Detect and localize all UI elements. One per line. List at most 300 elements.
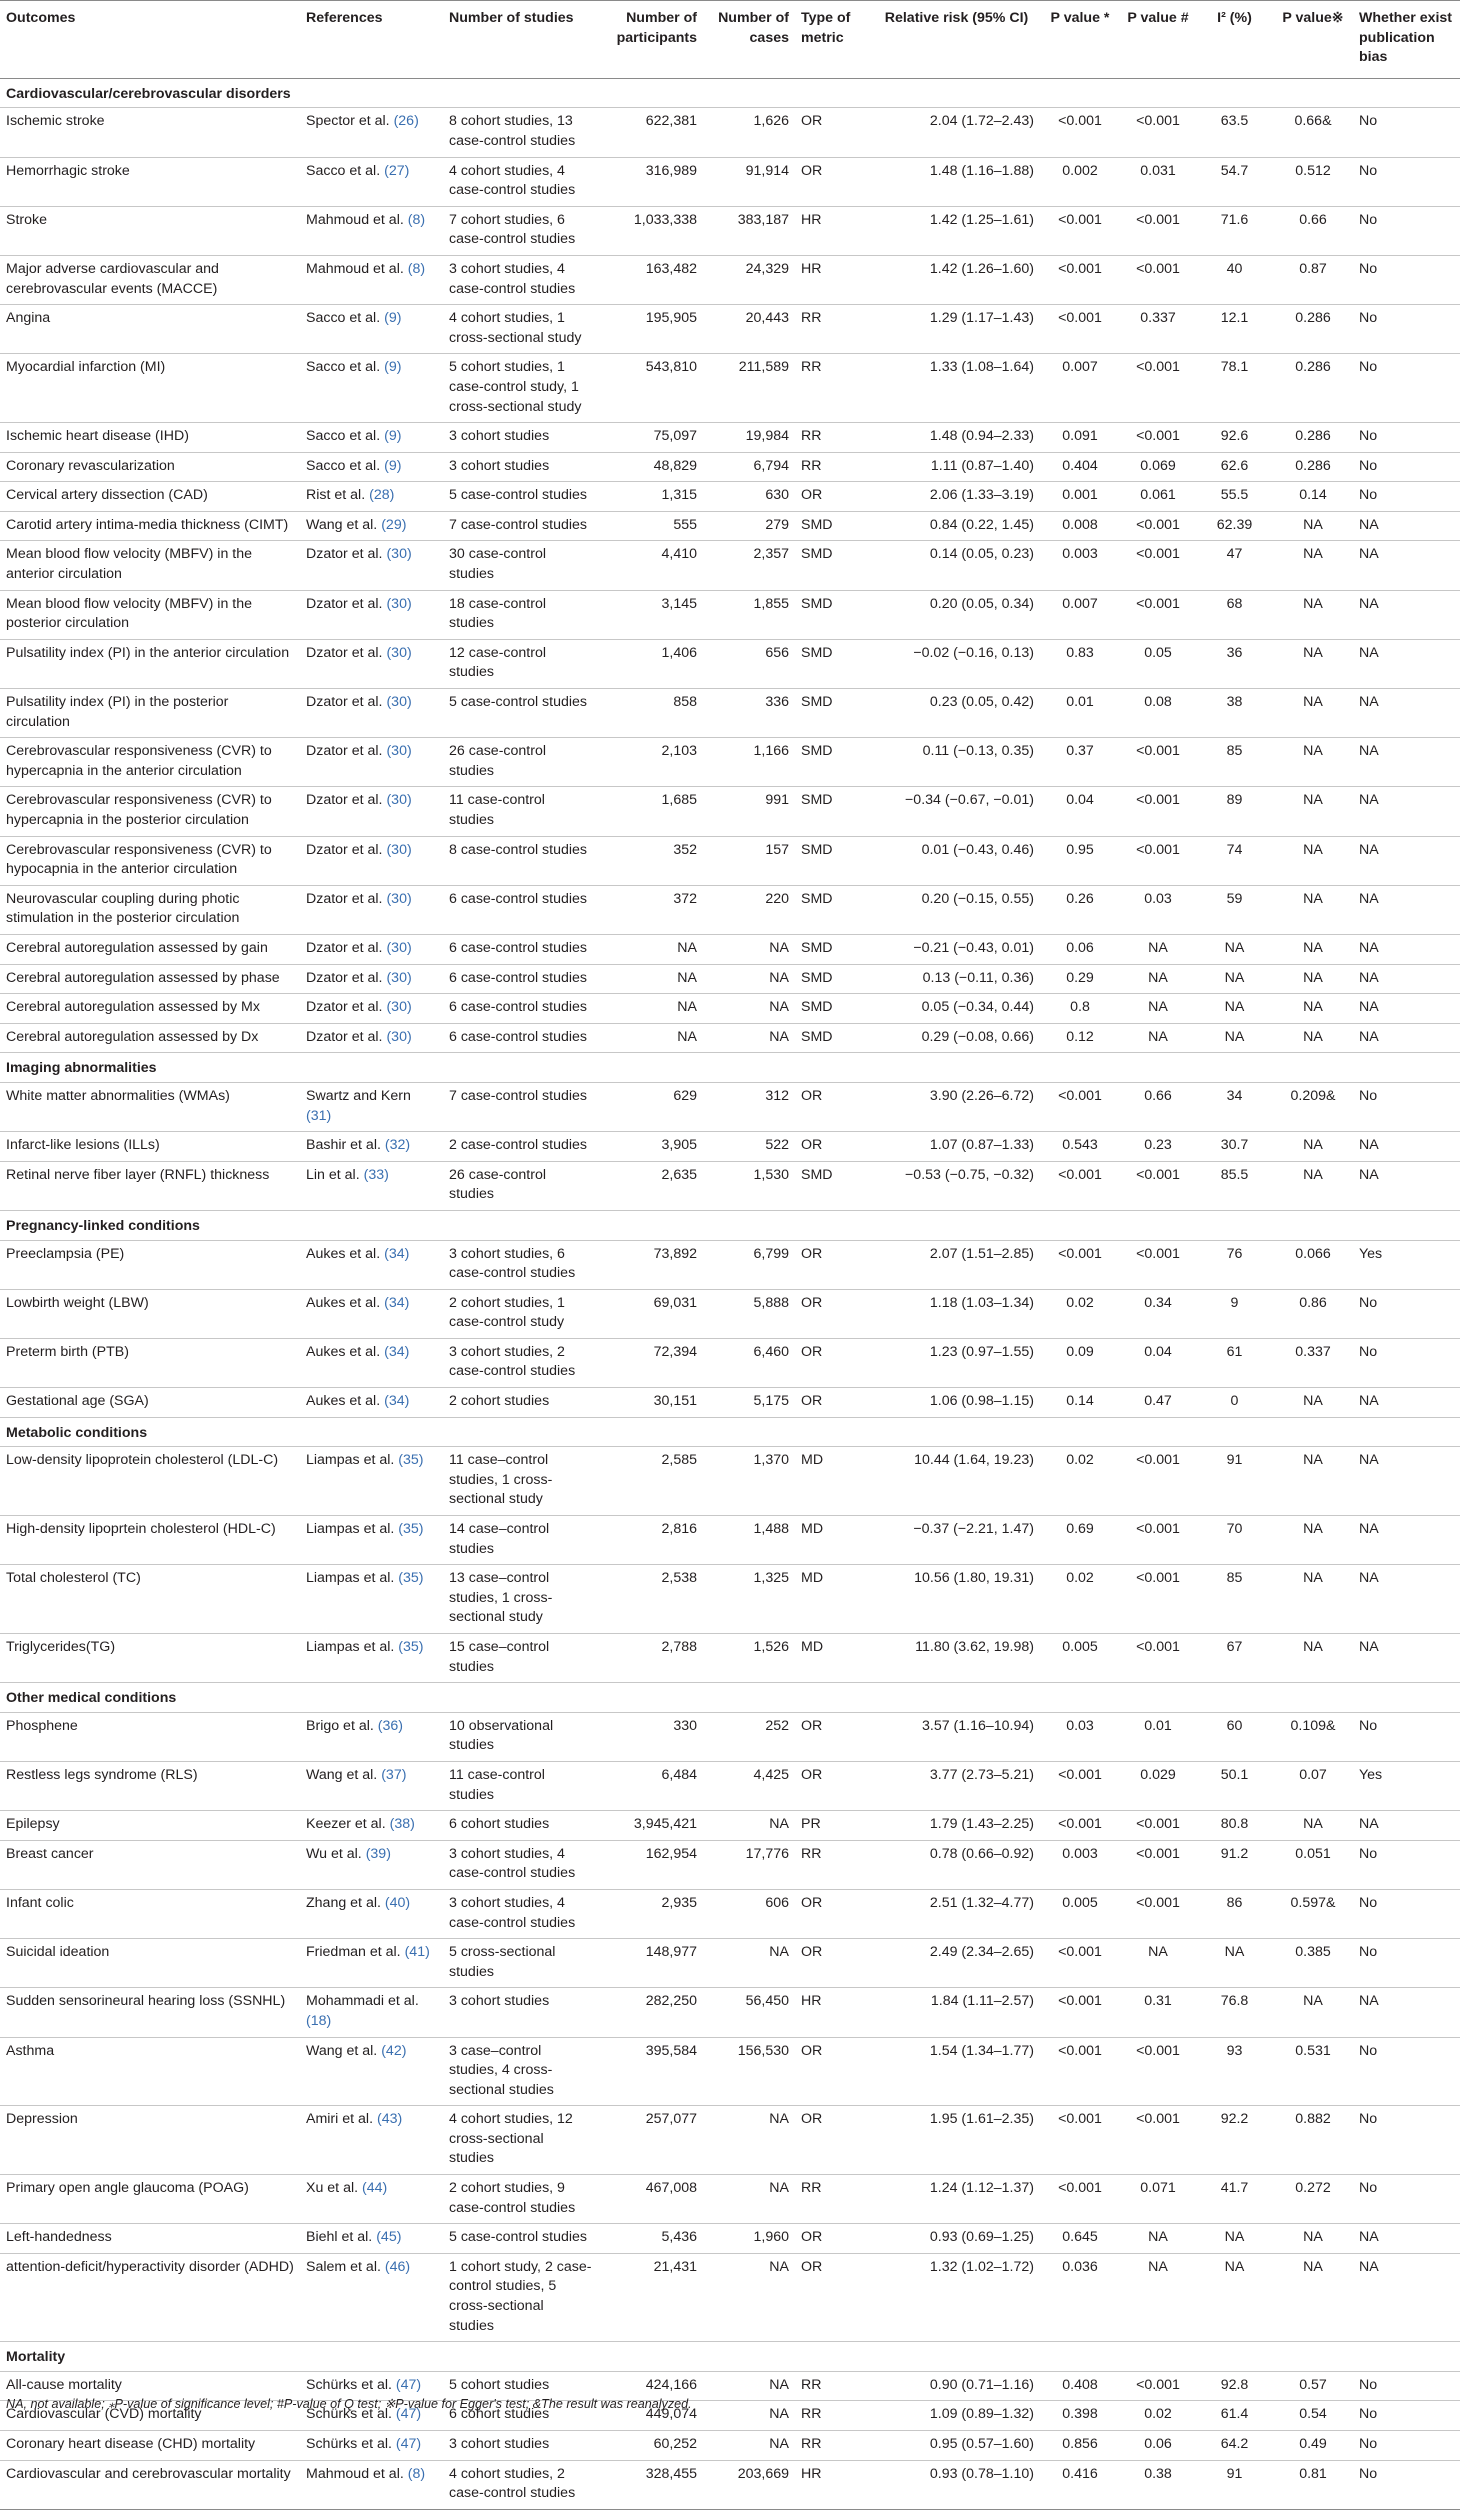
participants-cell: 629 (598, 1082, 703, 1131)
reference-cell (300, 2431, 443, 2461)
participants-cell: 1,315 (598, 482, 703, 512)
reference-link[interactable]: (9) (384, 310, 402, 327)
publication-bias-cell: No (1353, 452, 1460, 482)
studies-cell: 26 case-control studies (443, 1161, 598, 1210)
p-q-test-cell: <0.001 (1120, 423, 1196, 453)
studies-cell: 6 case-control studies (443, 1023, 598, 1053)
p-significance-cell: <0.001 (1040, 2175, 1120, 2224)
reference-author: Xu et al. (306, 2180, 359, 2197)
reference-author: Aukes et al. (306, 1294, 381, 1311)
publication-bias-cell: No (1353, 1939, 1460, 1988)
cases-cell: 157 (703, 836, 795, 885)
relative-risk-cell: 0.11 (−0.13, 0.35) (873, 738, 1040, 787)
p-q-test-cell: <0.001 (1120, 1240, 1196, 1289)
studies-cell: 12 case-control studies (443, 639, 598, 688)
studies-cell: 6 case-control studies (443, 934, 598, 964)
header-p-q-test: P value # (1120, 1, 1196, 79)
reference-cell (300, 423, 443, 453)
p-egger-cell: NA (1273, 590, 1353, 639)
reference-link[interactable]: (30) (386, 792, 412, 809)
studies-cell: 1 cohort study, 2 case-control studies, 5 cross-sectional studies (443, 2253, 598, 2341)
outcome-cell: Breast cancer (0, 1840, 300, 1889)
reference-author: Swartz and Kern (306, 1087, 411, 1104)
reference-link[interactable]: (30) (386, 644, 412, 661)
p-significance-cell: 0.408 (1040, 2371, 1120, 2401)
participants-cell: 424,166 (598, 2371, 703, 2401)
reference-link[interactable]: (47) (395, 2436, 422, 2452)
table-row (0, 1338, 1460, 1387)
cases-cell: NA (703, 2371, 795, 2401)
cases-cell: 252 (703, 1712, 795, 1761)
reference-link[interactable]: (41) (404, 1944, 430, 1961)
reference-author: Aukes et al. (306, 1245, 381, 1262)
reference-link[interactable]: (39) (365, 1845, 391, 1862)
p-significance-cell: 0.003 (1040, 541, 1120, 590)
p-significance-cell: 0.416 (1040, 2460, 1120, 2509)
publication-bias-cell: NA (1353, 1388, 1460, 1418)
metric-cell: SMD (795, 994, 873, 1024)
reference-author: Friedman et al. (306, 1944, 401, 1961)
reference-author: Liampas et al. (306, 1639, 395, 1655)
participants-cell: 328,455 (598, 2460, 703, 2509)
studies-cell: 5 cohort studies, 1 case-control study, 1 cross-sectional study (443, 354, 598, 423)
studies-cell: 5 cross-sectional studies (443, 1939, 598, 1988)
i2-cell: 92.8 (1196, 2371, 1273, 2401)
reference-link[interactable]: (32) (384, 1137, 411, 1154)
section-header-row (0, 1417, 1460, 1447)
p-significance-cell: 0.645 (1040, 2224, 1120, 2254)
participants-cell: 21,431 (598, 2253, 703, 2341)
reference-link[interactable]: (37) (381, 1766, 407, 1783)
reference-author: Sacco et al. (306, 310, 381, 327)
i2-cell: NA (1196, 994, 1273, 1024)
metric-cell: SMD (795, 738, 873, 787)
metric-cell: OR (795, 1939, 873, 1988)
section-title: Cardiovascular/cerebrovascular disorders (0, 78, 1460, 108)
publication-bias-cell: NA (1353, 1516, 1460, 1565)
i2-cell: 30.7 (1196, 1132, 1273, 1162)
participants-cell: 257,077 (598, 2106, 703, 2175)
metric-cell: RR (795, 2401, 873, 2431)
reference-cell (300, 1338, 443, 1387)
studies-cell: 5 case-control studies (443, 689, 598, 738)
participants-cell: 6,484 (598, 1761, 703, 1810)
relative-risk-cell: 2.49 (2.34–2.65) (873, 1939, 1040, 1988)
p-significance-cell: <0.001 (1040, 1161, 1120, 1210)
cases-cell: 24,329 (703, 255, 795, 304)
table-row (0, 157, 1460, 206)
p-significance-cell: 0.005 (1040, 1889, 1120, 1938)
reference-link[interactable]: (34) (384, 1245, 410, 1262)
reference-link[interactable]: (30) (386, 890, 412, 907)
outcome-cell: Cardiovascular (CVD) mortality (0, 2401, 300, 2431)
i2-cell: NA (1196, 934, 1273, 964)
reference-author: Mahmoud et al. (306, 2465, 404, 2482)
p-egger-cell: NA (1273, 1811, 1353, 1841)
outcome-cell: Cerebral autoregulation assessed by Dx (0, 1023, 300, 1053)
p-egger-cell: NA (1273, 689, 1353, 738)
i2-cell: 76.8 (1196, 1988, 1273, 2037)
cases-cell: 312 (703, 1082, 795, 1131)
reference-link[interactable]: (34) (384, 1343, 410, 1360)
participants-cell: NA (598, 934, 703, 964)
reference-link[interactable]: (8) (407, 2465, 426, 2482)
p-q-test-cell: <0.001 (1120, 1565, 1196, 1634)
metric-cell: RR (795, 305, 873, 354)
table-row (0, 1565, 1460, 1634)
cases-cell: 5,888 (703, 1289, 795, 1338)
reference-author: Mahmoud et al. (306, 211, 404, 228)
publication-bias-cell: NA (1353, 689, 1460, 738)
p-egger-cell: 0.512 (1273, 157, 1353, 206)
p-significance-cell: <0.001 (1040, 1082, 1120, 1131)
publication-bias-cell: NA (1353, 1988, 1460, 2037)
p-q-test-cell: NA (1120, 2253, 1196, 2341)
p-significance-cell: 0.008 (1040, 511, 1120, 541)
reference-link[interactable]: (30) (386, 969, 412, 986)
table-row (0, 255, 1460, 304)
relative-risk-cell: 0.05 (−0.34, 0.44) (873, 994, 1040, 1024)
p-egger-cell: 0.051 (1273, 1840, 1353, 1889)
metric-cell: OR (795, 482, 873, 512)
p-significance-cell: 0.404 (1040, 452, 1120, 482)
reference-link[interactable]: (38) (389, 1816, 415, 1833)
reference-author: Dzator et al. (306, 644, 383, 661)
reference-author: Salem et al. (306, 2258, 381, 2275)
cases-cell: 2,357 (703, 541, 795, 590)
i2-cell: 92.6 (1196, 423, 1273, 453)
reference-author: Dzator et al. (306, 743, 383, 760)
publication-bias-cell: No (1353, 1889, 1460, 1938)
participants-cell: 60,252 (598, 2431, 703, 2461)
outcome-cell: Carotid artery intima-media thickness (CIMT) (0, 511, 300, 541)
relative-risk-cell: 2.51 (1.32–4.77) (873, 1889, 1040, 1938)
i2-cell: 93 (1196, 2037, 1273, 2106)
reference-cell (300, 2037, 443, 2106)
reference-link[interactable]: (36) (377, 1717, 404, 1734)
cases-cell: 156,530 (703, 2037, 795, 2106)
p-egger-cell: 0.597& (1273, 1889, 1353, 1938)
p-significance-cell: 0.856 (1040, 2431, 1120, 2461)
participants-cell: 3,905 (598, 1132, 703, 1162)
cases-cell: NA (703, 2175, 795, 2224)
p-q-test-cell: <0.001 (1120, 1634, 1196, 1683)
p-egger-cell: 0.07 (1273, 1761, 1353, 1810)
header-publication-bias: Whether exist publication bias (1353, 1, 1460, 79)
outcome-cell: White matter abnormalities (WMAs) (0, 1082, 300, 1131)
metric-cell: HR (795, 2460, 873, 2509)
reference-link[interactable]: (8) (407, 260, 426, 277)
studies-cell: 13 case–control studies, 1 cross-sectional study (443, 1565, 598, 1634)
outcome-cell: Restless legs syndrome (RLS) (0, 1761, 300, 1810)
outcome-cell: Cerebrovascular responsiveness (CVR) to hypocapnia in the anterior circulation (0, 836, 300, 885)
reference-cell (300, 2175, 443, 2224)
metric-cell: OR (795, 108, 873, 157)
metric-cell: RR (795, 452, 873, 482)
metric-cell: OR (795, 2037, 873, 2106)
header-i2: I² (%) (1196, 1, 1273, 79)
reference-link[interactable]: (27) (384, 162, 410, 179)
reference-link[interactable]: (9) (384, 457, 402, 474)
reference-link[interactable]: (9) (384, 359, 402, 376)
p-significance-cell: <0.001 (1040, 1988, 1120, 2037)
i2-cell: NA (1196, 2253, 1273, 2341)
p-q-test-cell: 0.05 (1120, 639, 1196, 688)
reference-cell (300, 2460, 443, 2509)
i2-cell: 36 (1196, 639, 1273, 688)
reference-link[interactable]: (30) (386, 1028, 412, 1045)
reference-cell (300, 836, 443, 885)
i2-cell: 89 (1196, 787, 1273, 836)
cases-cell: NA (703, 2431, 795, 2461)
table-row (0, 2224, 1460, 2254)
outcome-cell: Myocardial infarction (MI) (0, 354, 300, 423)
reference-link[interactable]: (35) (398, 1570, 424, 1587)
outcome-cell: Ischemic heart disease (IHD) (0, 423, 300, 453)
p-significance-cell: 0.02 (1040, 1565, 1120, 1634)
cases-cell: 1,960 (703, 2224, 795, 2254)
reference-cell (300, 1761, 443, 1810)
p-egger-cell: NA (1273, 541, 1353, 590)
p-significance-cell: <0.001 (1040, 206, 1120, 255)
reference-author: Mahmoud et al. (306, 260, 404, 277)
p-significance-cell: 0.69 (1040, 1516, 1120, 1565)
relative-risk-cell: 1.11 (0.87–1.40) (873, 452, 1040, 482)
p-significance-cell: <0.001 (1040, 1761, 1120, 1810)
outcome-cell: Sudden sensorineural hearing loss (SSNHL) (0, 1988, 300, 2037)
relative-risk-cell: 3.90 (2.26–6.72) (873, 1082, 1040, 1131)
table-row (0, 452, 1460, 482)
metric-cell: RR (795, 1840, 873, 1889)
p-egger-cell: 0.14 (1273, 482, 1353, 512)
studies-cell: 3 cohort studies (443, 452, 598, 482)
header-relative-risk: Relative risk (95% CI) (873, 1, 1040, 79)
relative-risk-cell: 0.90 (0.71–1.16) (873, 2371, 1040, 2401)
reference-author: Sacco et al. (306, 162, 381, 179)
table-row (0, 511, 1460, 541)
outcome-cell: Total cholesterol (TC) (0, 1565, 300, 1634)
reference-cell (300, 354, 443, 423)
metric-cell: SMD (795, 1023, 873, 1053)
reference-link[interactable]: (34) (384, 1294, 410, 1311)
header-row (0, 1, 1460, 79)
reference-link[interactable]: (30) (386, 841, 412, 858)
participants-cell: 372 (598, 885, 703, 934)
table-row (0, 590, 1460, 639)
participants-cell: 395,584 (598, 2037, 703, 2106)
cases-cell: 656 (703, 639, 795, 688)
participants-cell: 30,151 (598, 1388, 703, 1418)
i2-cell: 54.7 (1196, 157, 1273, 206)
reference-link[interactable]: (30) (386, 999, 412, 1016)
reference-link[interactable]: (44) (362, 2180, 388, 2197)
relative-risk-cell: 1.23 (0.97–1.55) (873, 1338, 1040, 1387)
p-q-test-cell: NA (1120, 934, 1196, 964)
table-row (0, 2460, 1460, 2509)
i2-cell: 0 (1196, 1388, 1273, 1418)
metric-cell: RR (795, 2431, 873, 2461)
p-egger-cell: NA (1273, 934, 1353, 964)
participants-cell: 72,394 (598, 1338, 703, 1387)
i2-cell: 55.5 (1196, 482, 1273, 512)
reference-link[interactable]: (40) (384, 1894, 411, 1911)
cases-cell: 606 (703, 1889, 795, 1938)
reference-link[interactable]: (31) (306, 1107, 332, 1124)
i2-cell: NA (1196, 2224, 1273, 2254)
p-q-test-cell: <0.001 (1120, 836, 1196, 885)
outcome-cell: Asthma (0, 2037, 300, 2106)
p-q-test-cell: 0.08 (1120, 689, 1196, 738)
p-q-test-cell: <0.001 (1120, 541, 1196, 590)
reference-link[interactable]: (43) (376, 2111, 403, 2128)
reference-link[interactable]: (35) (398, 1452, 424, 1469)
reference-author: Dzator et al. (306, 890, 383, 907)
p-q-test-cell: <0.001 (1120, 1161, 1196, 1210)
p-egger-cell: 0.531 (1273, 2037, 1353, 2106)
table-header (0, 1, 1460, 79)
participants-cell: 3,145 (598, 590, 703, 639)
reference-link[interactable]: (30) (386, 595, 412, 612)
cases-cell: 6,799 (703, 1240, 795, 1289)
i2-cell: NA (1196, 1939, 1273, 1988)
table-row (0, 206, 1460, 255)
reference-cell (300, 541, 443, 590)
participants-cell: 449,074 (598, 2401, 703, 2431)
reference-cell (300, 2224, 443, 2254)
reference-link[interactable]: (30) (386, 546, 412, 563)
cases-cell: 1,855 (703, 590, 795, 639)
participants-cell: 2,788 (598, 1634, 703, 1683)
reference-author: Liampas et al. (306, 1452, 395, 1469)
p-significance-cell: 0.06 (1040, 934, 1120, 964)
reference-link[interactable]: (30) (386, 939, 412, 956)
p-egger-cell: NA (1273, 738, 1353, 787)
table-row (0, 1988, 1460, 2037)
reference-link[interactable]: (8) (407, 211, 426, 228)
relative-risk-cell: 1.95 (1.61–2.35) (873, 2106, 1040, 2175)
reference-link[interactable]: (47) (395, 2376, 422, 2393)
p-significance-cell: <0.001 (1040, 1240, 1120, 1289)
p-q-test-cell: 0.23 (1120, 1132, 1196, 1162)
publication-bias-cell: No (1353, 2401, 1460, 2431)
reference-link[interactable]: (30) (386, 694, 412, 711)
reference-link[interactable]: (28) (369, 487, 395, 504)
cases-cell: 1,626 (703, 108, 795, 157)
reference-link[interactable]: (34) (384, 1393, 410, 1410)
cases-cell: 91,914 (703, 157, 795, 206)
studies-cell: 3 cohort studies, 4 case-control studies (443, 1889, 598, 1938)
reference-author: Wang et al. (306, 516, 378, 533)
p-egger-cell: NA (1273, 964, 1353, 994)
table-row (0, 1388, 1460, 1418)
publication-bias-cell: NA (1353, 1565, 1460, 1634)
publication-bias-cell: No (1353, 157, 1460, 206)
cases-cell: 1,488 (703, 1516, 795, 1565)
i2-cell: 62.6 (1196, 452, 1273, 482)
reference-cell (300, 1811, 443, 1841)
studies-cell: 3 cohort studies, 6 case-control studies (443, 1240, 598, 1289)
reference-author: Dzator et al. (306, 841, 383, 858)
studies-cell: 14 case–control studies (443, 1516, 598, 1565)
p-significance-cell: 0.02 (1040, 1447, 1120, 1516)
reference-cell (300, 1840, 443, 1889)
reference-link[interactable]: (30) (386, 743, 412, 760)
p-q-test-cell: NA (1120, 1023, 1196, 1053)
reference-cell (300, 2106, 443, 2175)
reference-link[interactable]: (47) (395, 2406, 422, 2423)
table-row (0, 1712, 1460, 1761)
relative-risk-cell: 0.93 (0.78–1.10) (873, 2460, 1040, 2509)
publication-bias-cell: No (1353, 2037, 1460, 2106)
i2-cell: 91 (1196, 2460, 1273, 2509)
relative-risk-cell: 0.14 (0.05, 0.23) (873, 541, 1040, 590)
table-row (0, 1023, 1460, 1053)
metric-cell: SMD (795, 964, 873, 994)
p-significance-cell: <0.001 (1040, 2037, 1120, 2106)
outcome-cell: Cerebrovascular responsiveness (CVR) to hypercapnia in the anterior circulation (0, 738, 300, 787)
studies-cell: 6 case-control studies (443, 994, 598, 1024)
p-egger-cell: 0.882 (1273, 2106, 1353, 2175)
reference-link[interactable]: (18) (306, 2012, 332, 2029)
studies-cell: 2 cohort studies, 9 case-control studies (443, 2175, 598, 2224)
reference-cell (300, 1634, 443, 1683)
table-row (0, 1761, 1460, 1810)
reference-link[interactable]: (26) (393, 113, 419, 130)
p-egger-cell: 0.49 (1273, 2431, 1353, 2461)
reference-link[interactable]: (35) (398, 1639, 424, 1655)
relative-risk-cell: 10.44 (1.64, 19.23) (873, 1447, 1040, 1516)
p-significance-cell: 0.95 (1040, 836, 1120, 885)
reference-cell (300, 1516, 443, 1565)
i2-cell: 80.8 (1196, 1811, 1273, 1841)
studies-cell: 2 cohort studies, 1 case-control study (443, 1289, 598, 1338)
participants-cell: 316,989 (598, 157, 703, 206)
reference-author: Dzator et al. (306, 595, 383, 612)
participants-cell: 1,033,338 (598, 206, 703, 255)
i2-cell: 67 (1196, 1634, 1273, 1683)
participants-cell: 5,436 (598, 2224, 703, 2254)
studies-cell: 4 cohort studies, 2 case-control studies (443, 2460, 598, 2509)
table-row (0, 305, 1460, 354)
reference-link[interactable]: (9) (384, 428, 402, 445)
reference-link[interactable]: (33) (363, 1166, 389, 1183)
p-egger-cell: NA (1273, 787, 1353, 836)
reference-link[interactable]: (46) (384, 2258, 411, 2275)
participants-cell: NA (598, 994, 703, 1024)
relative-risk-cell: −0.02 (−0.16, 0.13) (873, 639, 1040, 688)
cases-cell: 1,530 (703, 1161, 795, 1210)
participants-cell: 2,935 (598, 1889, 703, 1938)
publication-bias-cell: NA (1353, 934, 1460, 964)
p-q-test-cell: <0.001 (1120, 108, 1196, 157)
studies-cell: 3 cohort studies, 2 case-control studies (443, 1338, 598, 1387)
reference-link[interactable]: (45) (376, 2229, 402, 2246)
relative-risk-cell: 2.04 (1.72–2.43) (873, 108, 1040, 157)
reference-link[interactable]: (29) (381, 516, 407, 533)
section-title: Pregnancy-linked conditions (0, 1210, 1460, 1240)
reference-link[interactable]: (42) (381, 2042, 407, 2059)
p-significance-cell: 0.37 (1040, 738, 1120, 787)
cases-cell: NA (703, 2253, 795, 2341)
participants-cell: 4,410 (598, 541, 703, 590)
p-egger-cell: 0.54 (1273, 2401, 1353, 2431)
reference-link[interactable]: (35) (398, 1521, 424, 1538)
participants-cell: 2,585 (598, 1447, 703, 1516)
table-row (0, 836, 1460, 885)
i2-cell: NA (1196, 964, 1273, 994)
outcome-cell: Major adverse cardiovascular and cerebrovascular events (MACCE) (0, 255, 300, 304)
metric-cell: SMD (795, 541, 873, 590)
